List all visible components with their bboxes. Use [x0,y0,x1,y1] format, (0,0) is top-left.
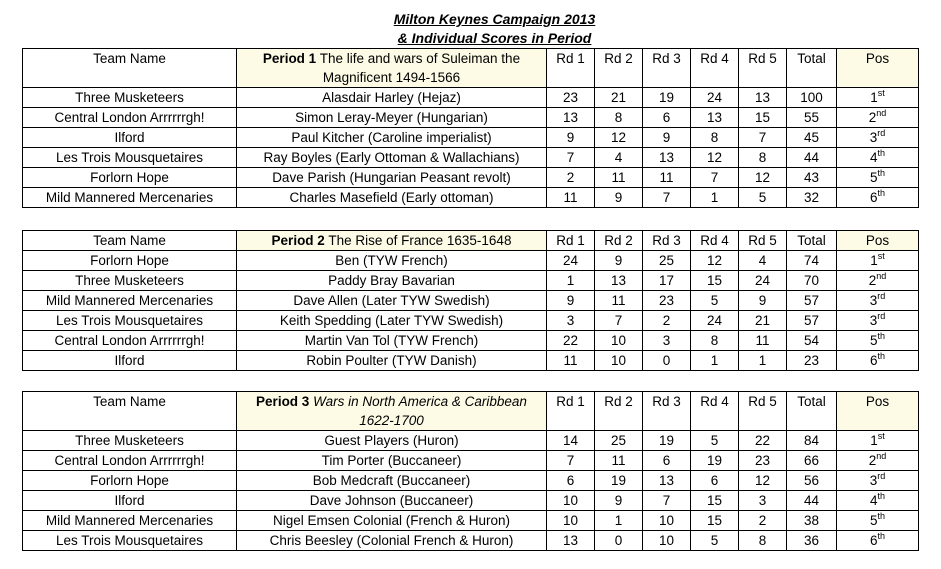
position-cell [837,331,919,351]
player-cell: Alasdair Harley (Hejaz) [237,88,547,108]
round-score-cell: 15 [691,491,739,511]
round-score-cell: 10 [643,531,691,551]
team-name-header: Team Name [23,49,237,88]
player-cell: Keith Spedding (Later TYW Swedish) [237,311,547,331]
team-cell: Three Musketeers [23,88,237,108]
period-label: Period 3 [256,394,310,409]
round-score-cell: 25 [595,431,643,451]
round-score-cell: 7 [547,148,595,168]
round-score-cell: 9 [595,251,643,271]
team-cell: Les Trois Mousquetaires [23,311,237,331]
position-cell [837,311,919,331]
round-score-cell: 12 [691,251,739,271]
position-number: 3 [869,130,878,145]
round-score-cell: 6 [643,108,691,128]
team-cell: Central London Arrrrrrgh! [23,451,237,471]
position-number: 5 [869,513,878,528]
round-score-cell: 4 [595,148,643,168]
round-score-cell: 24 [739,271,787,291]
round-score-cell: 5 [691,431,739,451]
team-cell: Forlorn Hope [23,471,237,491]
position-number: 4 [869,150,878,165]
player-cell: Dave Parish (Hungarian Peasant revolt) [237,168,547,188]
position-cell [837,88,919,108]
team-cell: Forlorn Hope [23,251,237,271]
round-score-cell: 8 [739,531,787,551]
total-cell: 57 [787,311,837,331]
position-suffix: th [877,148,886,158]
round-score-cell: 12 [691,148,739,168]
round-score-cell: 7 [643,188,691,208]
round-score-cell: 10 [547,511,595,531]
round-score-cell: 24 [691,311,739,331]
table-row [23,511,919,531]
position-suffix: th [877,351,886,361]
round-score-cell: 7 [643,491,691,511]
period-1-body [23,49,919,208]
round-score-cell: 0 [643,351,691,371]
rd4-header: Rd 4 [691,392,739,431]
round-score-cell: 17 [643,271,691,291]
position-suffix: th [877,188,886,198]
player-cell: Robin Poulter (TYW Danish) [237,351,547,371]
round-score-cell: 12 [595,128,643,148]
player-cell: Chris Beesley (Colonial French & Huron) [237,531,547,551]
round-score-cell: 12 [739,168,787,188]
round-score-cell: 10 [547,491,595,511]
round-score-cell: 2 [643,311,691,331]
position-cell [837,471,919,491]
position-suffix: th [877,491,886,501]
position-suffix: rd [877,311,886,321]
rd4-header: Rd 4 [691,49,739,88]
rd1-header: Rd 1 [547,231,595,251]
period-3-body [23,392,919,551]
player-cell: Nigel Emsen Colonial (French & Huron) [237,511,547,531]
round-score-cell: 15 [691,511,739,531]
total-cell: 43 [787,168,837,188]
team-cell: Three Musketeers [23,431,237,451]
round-score-cell: 7 [547,451,595,471]
rd5-header: Rd 5 [739,392,787,431]
rd3-header: Rd 3 [643,392,691,431]
round-score-cell: 1 [691,351,739,371]
team-name-header: Team Name [23,392,237,431]
position-number: 2 [868,453,877,468]
round-score-cell: 8 [691,331,739,351]
team-cell: Three Musketeers [23,271,237,291]
round-score-cell: 7 [691,168,739,188]
round-score-cell: 7 [739,128,787,148]
player-cell: Paul Kitcher (Caroline imperialist) [237,128,547,148]
total-cell: 56 [787,471,837,491]
table-row [23,188,919,208]
position-cell [837,271,919,291]
table-row [23,271,919,291]
period-1-table [22,48,919,208]
round-score-cell: 10 [643,511,691,531]
position-cell [837,451,919,471]
round-score-cell: 3 [643,331,691,351]
round-score-cell: 13 [643,471,691,491]
round-score-cell: 7 [595,311,643,331]
table-row [23,351,919,371]
round-score-cell: 5 [691,531,739,551]
total-header: Total [787,392,837,431]
round-score-cell: 8 [739,148,787,168]
position-number: 2 [868,110,877,125]
round-score-cell: 22 [547,331,595,351]
round-score-cell: 10 [595,331,643,351]
round-score-cell: 13 [595,271,643,291]
round-score-cell: 5 [691,291,739,311]
total-cell: 54 [787,331,837,351]
round-score-cell: 23 [547,88,595,108]
player-cell: Charles Masefield (Early ottoman) [237,188,547,208]
total-cell: 57 [787,291,837,311]
position-suffix: th [877,168,886,178]
round-score-cell: 9 [595,491,643,511]
position-suffix: rd [877,471,886,481]
total-cell: 66 [787,451,837,471]
position-cell [837,351,919,371]
rd2-header: Rd 2 [595,231,643,251]
position-number: 3 [869,313,878,328]
total-cell: 44 [787,148,837,168]
position-cell [837,511,919,531]
position-number: 1 [870,90,878,105]
round-score-cell: 22 [739,431,787,451]
table-row [23,311,919,331]
table-row [23,148,919,168]
rd2-header: Rd 2 [595,49,643,88]
period-header [237,231,547,251]
period-2-body [23,231,919,371]
position-suffix: rd [877,291,886,301]
table-row [23,108,919,128]
table-row [23,168,919,188]
player-cell: Guest Players (Huron) [237,431,547,451]
rd3-header: Rd 3 [643,231,691,251]
position-suffix: th [877,331,886,341]
round-score-cell: 9 [595,188,643,208]
table-row [23,491,919,511]
position-number: 1 [870,253,878,268]
period-name: The Rise of France 1635-1648 [328,233,512,248]
position-suffix: rd [877,128,886,138]
position-suffix: nd [876,271,887,281]
round-score-cell: 11 [643,168,691,188]
period-2-table [22,230,919,371]
team-cell: Central London Arrrrrrgh! [23,108,237,128]
position-suffix: th [877,511,886,521]
position-number: 5 [869,170,878,185]
position-cell [837,291,919,311]
round-score-cell: 23 [739,451,787,471]
team-cell: Mild Mannered Mercenaries [23,291,237,311]
player-cell: Tim Porter (Buccaneer) [237,451,547,471]
round-score-cell: 13 [691,108,739,128]
team-name-header: Team Name [23,231,237,251]
total-header: Total [787,49,837,88]
rd2-header: Rd 2 [595,392,643,431]
rd1-header: Rd 1 [547,49,595,88]
round-score-cell: 3 [547,311,595,331]
team-cell: Forlorn Hope [23,168,237,188]
period-name: The life and wars of Suleiman the Magnificent 1494-1566 [319,51,521,85]
position-suffix: nd [876,451,887,461]
rd5-header: Rd 5 [739,231,787,251]
round-score-cell: 8 [691,128,739,148]
round-score-cell: 21 [595,88,643,108]
position-number: 5 [869,333,878,348]
total-cell: 23 [787,351,837,371]
position-number: 1 [870,433,878,448]
position-cell [837,491,919,511]
total-cell: 45 [787,128,837,148]
position-cell [837,531,919,551]
team-cell: Mild Mannered Mercenaries [23,188,237,208]
round-score-cell: 6 [547,471,595,491]
rd5-header: Rd 5 [739,49,787,88]
rd4-header: Rd 4 [691,231,739,251]
position-suffix: st [877,88,885,98]
pos-header: Pos [837,231,919,251]
team-cell: Ilford [23,351,237,371]
header-row [23,231,919,251]
round-score-cell: 1 [547,271,595,291]
period-label: Period 2 [271,233,325,248]
position-suffix: st [877,251,885,261]
round-score-cell: 11 [595,451,643,471]
team-cell: Mild Mannered Mercenaries [23,511,237,531]
round-score-cell: 10 [595,351,643,371]
pos-header: Pos [837,392,919,431]
round-score-cell: 1 [739,351,787,371]
player-cell: Simon Leray-Meyer (Hungarian) [237,108,547,128]
round-score-cell: 19 [643,88,691,108]
table-row [23,291,919,311]
team-cell: Central London Arrrrrrgh! [23,331,237,351]
total-cell: 84 [787,431,837,451]
round-score-cell: 12 [739,471,787,491]
period-header [237,49,547,88]
round-score-cell: 3 [739,491,787,511]
total-cell: 32 [787,188,837,208]
round-score-cell: 2 [547,168,595,188]
round-score-cell: 11 [595,291,643,311]
position-cell [837,128,919,148]
document-subtitle: & Individual Scores in Period [397,30,592,46]
round-score-cell: 13 [643,148,691,168]
position-number: 6 [869,190,878,205]
round-score-cell: 9 [547,128,595,148]
table-row [23,128,919,148]
period-3-table [22,391,919,551]
total-cell: 36 [787,531,837,551]
position-cell [837,168,919,188]
position-cell [837,431,919,451]
team-cell: Les Trois Mousquetaires [23,148,237,168]
round-score-cell: 15 [691,271,739,291]
period-name: Wars in North America & Caribbean 1622-1700 [313,394,527,428]
total-cell: 100 [787,88,837,108]
position-number: 3 [869,293,878,308]
position-suffix: st [877,431,885,441]
player-cell: Martin Van Tol (TYW French) [237,331,547,351]
position-suffix: th [877,531,886,541]
round-score-cell: 13 [547,108,595,128]
round-score-cell: 9 [739,291,787,311]
round-score-cell: 11 [739,331,787,351]
player-cell: Paddy Bray Bavarian [237,271,547,291]
round-score-cell: 19 [643,431,691,451]
round-score-cell: 14 [547,431,595,451]
document-title: Milton Keynes Campaign 2013 [393,11,596,27]
period-header [237,392,547,431]
header-row [23,392,919,431]
round-score-cell: 24 [547,251,595,271]
round-score-cell: 9 [643,128,691,148]
round-score-cell: 19 [595,471,643,491]
position-cell [837,148,919,168]
team-cell: Ilford [23,491,237,511]
table-row [23,331,919,351]
player-cell: Dave Allen (Later TYW Swedish) [237,291,547,311]
total-cell: 44 [787,491,837,511]
round-score-cell: 11 [547,188,595,208]
position-number: 4 [869,493,878,508]
position-cell [837,188,919,208]
round-score-cell: 21 [739,311,787,331]
round-score-cell: 8 [595,108,643,128]
position-suffix: nd [876,108,887,118]
position-number: 3 [869,473,878,488]
position-number: 2 [868,273,877,288]
table-row [23,451,919,471]
player-cell: Dave Johnson (Buccaneer) [237,491,547,511]
round-score-cell: 11 [595,168,643,188]
position-number: 6 [869,533,878,548]
round-score-cell: 1 [595,511,643,531]
table-row [23,531,919,551]
round-score-cell: 6 [643,451,691,471]
round-score-cell: 6 [691,471,739,491]
total-cell: 70 [787,271,837,291]
position-cell [837,251,919,271]
round-score-cell: 9 [547,291,595,311]
player-cell: Ray Boyles (Early Ottoman & Wallachians) [237,148,547,168]
rd1-header: Rd 1 [547,392,595,431]
header-row [23,49,919,88]
round-score-cell: 25 [643,251,691,271]
position-cell [837,108,919,128]
team-cell: Les Trois Mousquetaires [23,531,237,551]
round-score-cell: 2 [739,511,787,531]
round-score-cell: 11 [547,351,595,371]
round-score-cell: 15 [739,108,787,128]
round-score-cell: 13 [547,531,595,551]
table-row [23,251,919,271]
table-row [23,471,919,491]
position-number: 6 [869,353,878,368]
total-header: Total [787,231,837,251]
total-cell: 55 [787,108,837,128]
table-row [23,88,919,108]
rd3-header: Rd 3 [643,49,691,88]
round-score-cell: 23 [643,291,691,311]
table-row [23,431,919,451]
player-cell: Ben (TYW French) [237,251,547,271]
total-cell: 74 [787,251,837,271]
round-score-cell: 24 [691,88,739,108]
pos-header: Pos [837,49,919,88]
round-score-cell: 0 [595,531,643,551]
round-score-cell: 4 [739,251,787,271]
period-label: Period 1 [262,51,317,66]
team-cell: Ilford [23,128,237,148]
round-score-cell: 5 [739,188,787,208]
round-score-cell: 1 [691,188,739,208]
total-cell: 38 [787,511,837,531]
player-cell: Bob Medcraft (Buccaneer) [237,471,547,491]
round-score-cell: 13 [739,88,787,108]
round-score-cell: 19 [691,451,739,471]
